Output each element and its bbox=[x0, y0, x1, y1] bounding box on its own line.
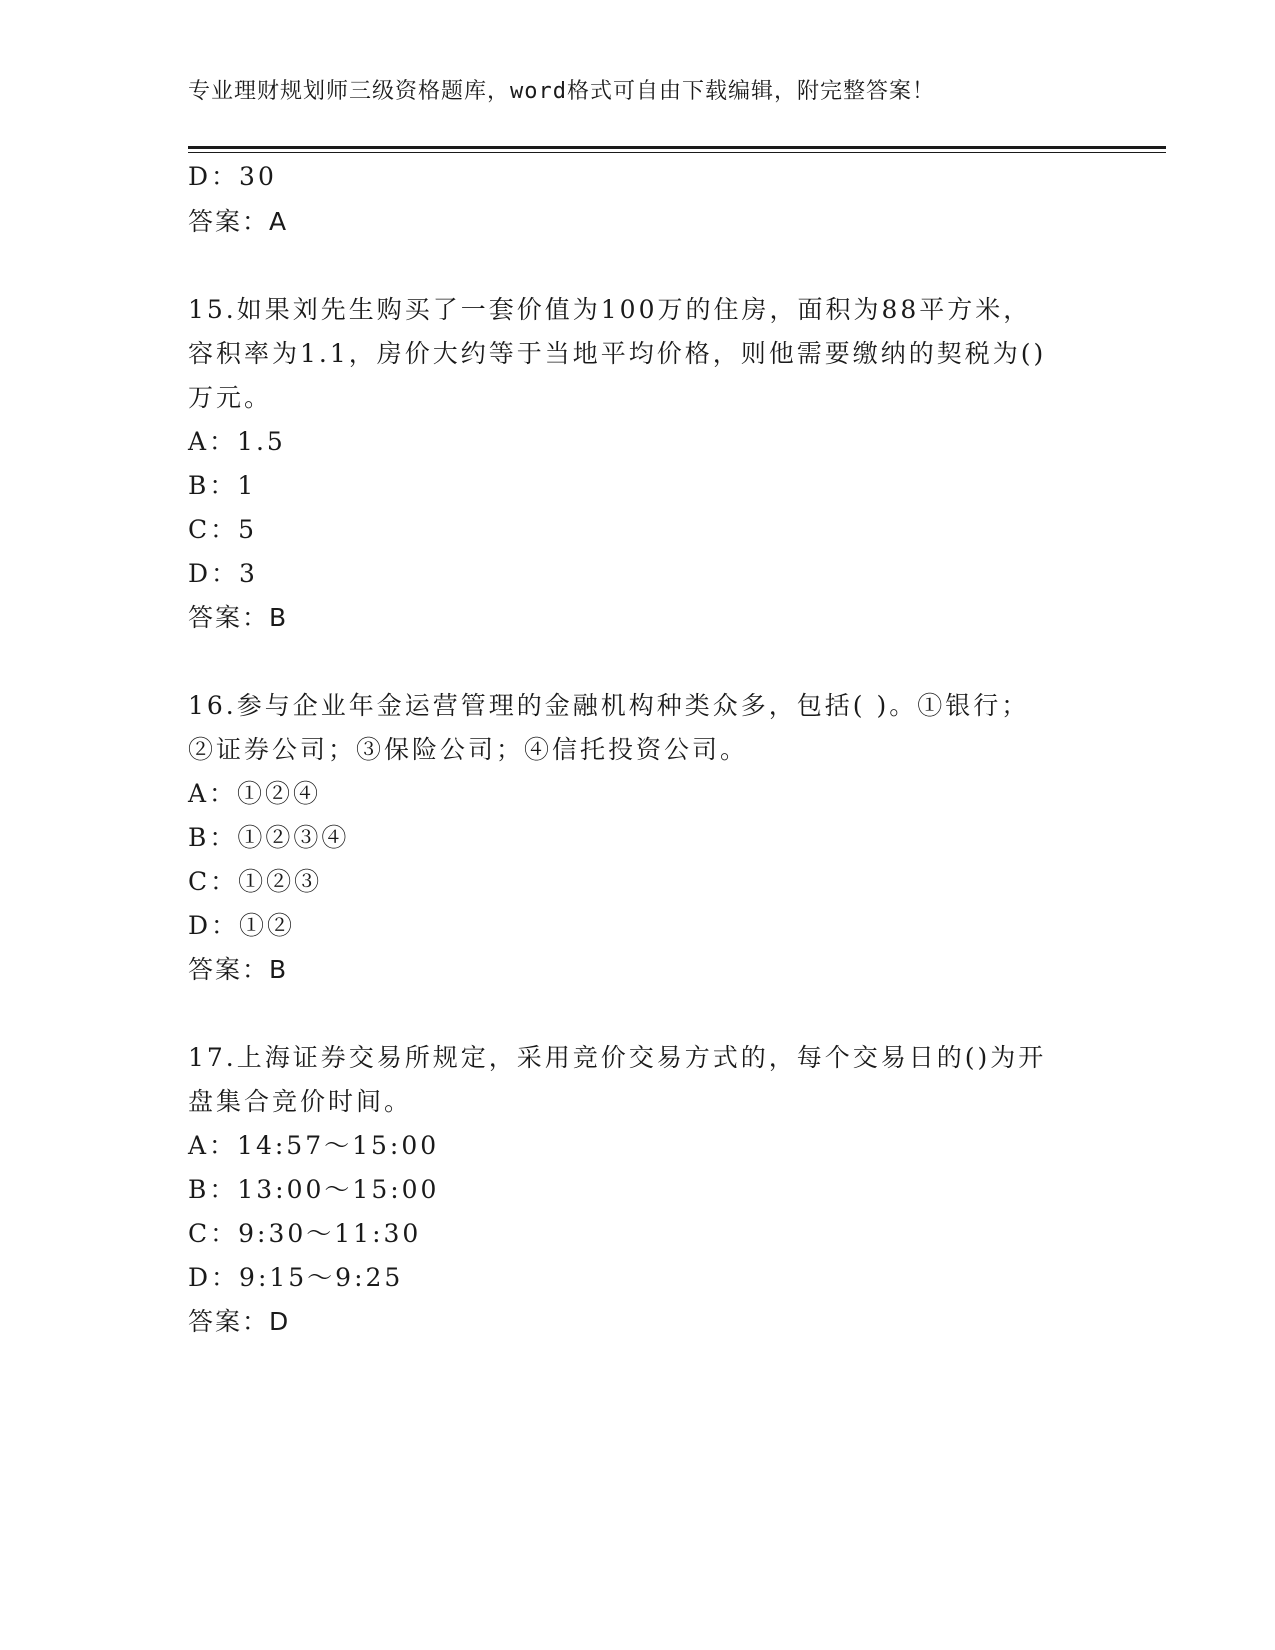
q17-answer: 答案：D bbox=[188, 1307, 291, 1336]
prev-option-d: D：30 bbox=[188, 162, 277, 191]
q15-option-a: A：1.5 bbox=[188, 427, 286, 456]
header-rule-thick bbox=[188, 146, 1166, 149]
q16-stem-line-2: ②证券公司；③保险公司；④信托投资公司。 bbox=[188, 735, 749, 764]
q17-option-a: A：14:57～15:00 bbox=[188, 1131, 440, 1160]
q15-option-c: C：5 bbox=[188, 515, 258, 544]
q17-option-b: B：13:00～15:00 bbox=[188, 1175, 440, 1204]
q17-option-c: C：9:30～11:30 bbox=[188, 1219, 422, 1248]
q15-stem-line-3: 万元。 bbox=[188, 383, 273, 412]
q16-option-b: B：①②③④ bbox=[188, 823, 350, 852]
q17-option-d: D：9:15～9:25 bbox=[188, 1263, 404, 1292]
q17-stem-line-1: 17.上海证券交易所规定，采用竞价交易方式的，每个交易日的()为开 bbox=[188, 1043, 1047, 1072]
q16-option-c: C：①②③ bbox=[188, 867, 323, 896]
q16-option-a: A：①②④ bbox=[188, 779, 322, 808]
q15-stem-line-1: 15.如果刘先生购买了一套价值为100万的住房，面积为88平方米， bbox=[188, 295, 1032, 324]
page-header: 专业理财规划师三级资格题库，word格式可自由下载编辑，附完整答案！ bbox=[188, 79, 935, 104]
header-rule-thin bbox=[188, 152, 1166, 153]
q15-answer: 答案：B bbox=[188, 603, 289, 632]
q16-answer: 答案：B bbox=[188, 955, 289, 984]
q16-stem-line-1: 16.参与企业年金运营管理的金融机构种类众多，包括( )。①银行； bbox=[188, 691, 1030, 720]
prev-answer: 答案：A bbox=[188, 207, 289, 236]
q16-option-d: D：①② bbox=[188, 911, 296, 940]
q15-option-d: D：3 bbox=[188, 559, 258, 588]
q15-option-b: B：1 bbox=[188, 471, 257, 500]
q15-stem-line-2: 容积率为1.1，房价大约等于当地平均价格，则他需要缴纳的契税为() bbox=[188, 339, 1047, 368]
q17-stem-line-2: 盘集合竞价时间。 bbox=[188, 1087, 413, 1116]
